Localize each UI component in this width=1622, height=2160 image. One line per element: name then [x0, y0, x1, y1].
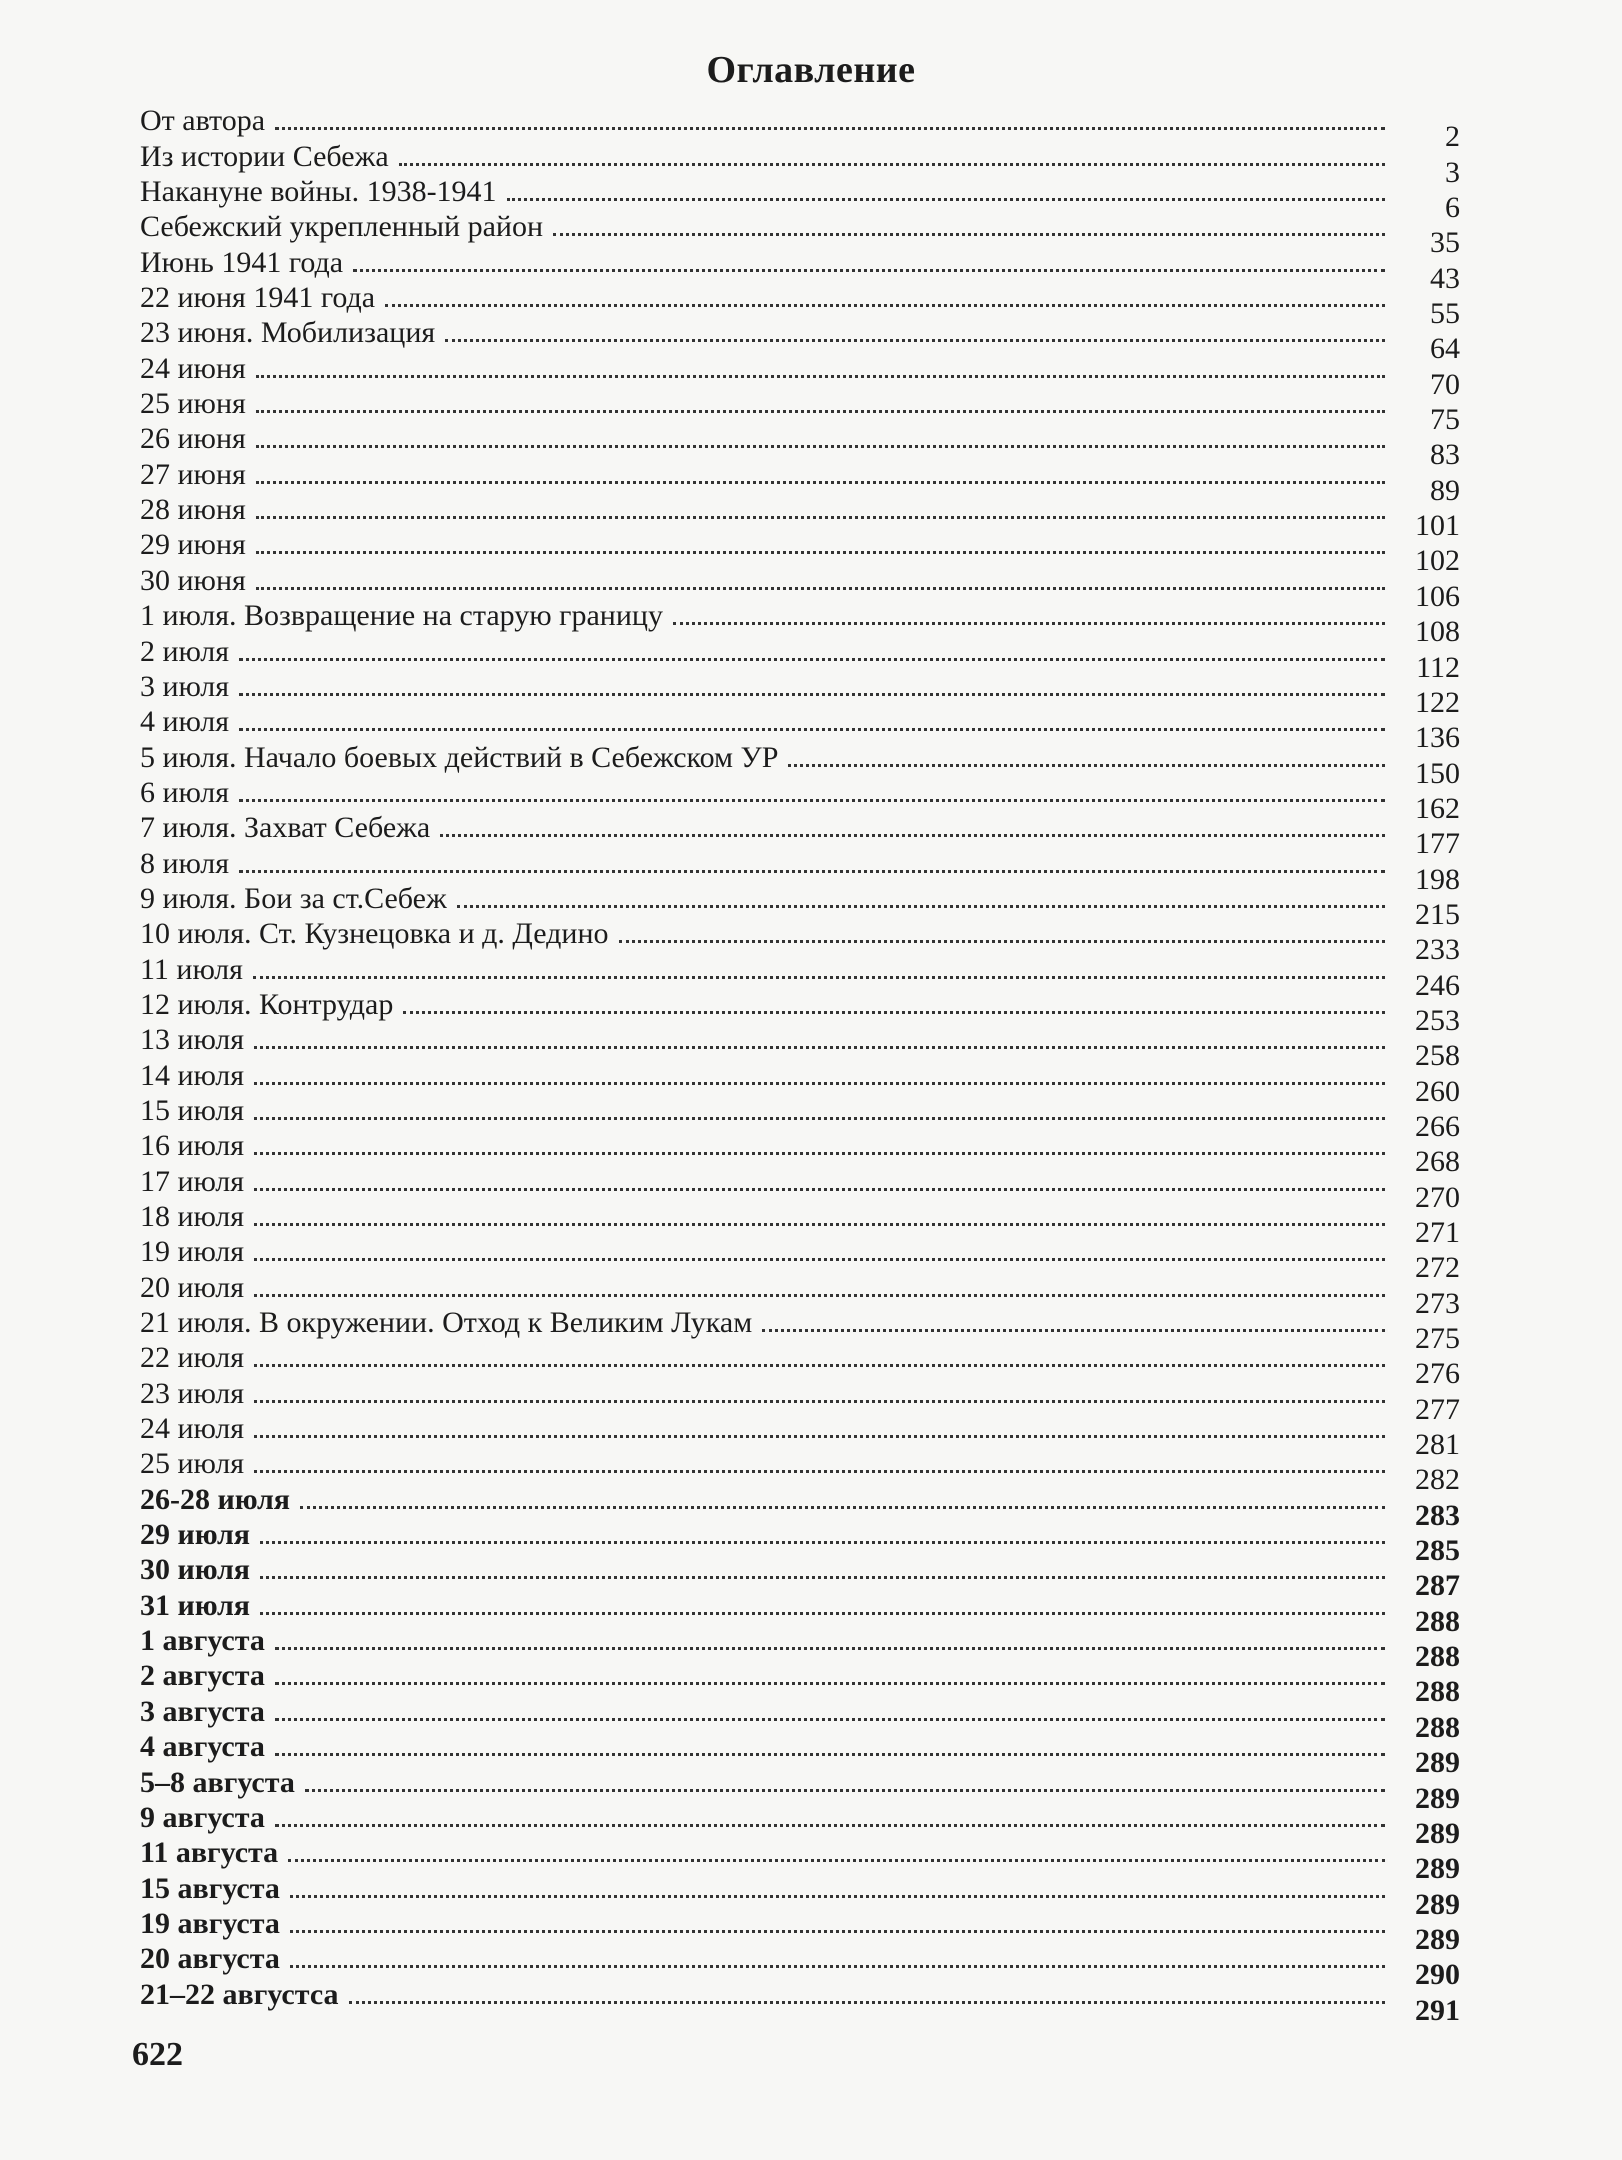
toc-entry-page: 288 [1415, 1604, 1460, 1638]
dot-leader [290, 1930, 1385, 1933]
toc-entry-page: 55 [1430, 297, 1460, 331]
toc-entry-page: 102 [1415, 544, 1460, 578]
toc-entry-label: 2 июля [140, 634, 229, 668]
toc-entry [140, 349, 1460, 401]
toc-entry [140, 632, 1460, 684]
dot-leader [403, 1011, 1385, 1014]
toc-entry [140, 526, 1460, 578]
toc-entry-page: 75 [1430, 403, 1460, 437]
toc-entry-page: 64 [1430, 332, 1460, 366]
dot-leader [275, 1753, 1385, 1756]
toc-entry-label: 13 июля [140, 1023, 244, 1057]
page-number: 622 [132, 2036, 183, 2073]
dot-leader [256, 551, 1385, 554]
toc-entry-page: 270 [1415, 1180, 1460, 1214]
toc-entry-label: 29 июля [140, 1518, 251, 1552]
toc-entry-label: Из истории Себежа [140, 139, 389, 173]
toc-entry [140, 1339, 1460, 1391]
toc-entry-label: 23 июня. Мобилизация [140, 316, 436, 350]
dot-leader [254, 1082, 1385, 1085]
dot-leader [290, 1965, 1385, 1968]
toc-entry-page: 198 [1415, 862, 1460, 896]
toc-entry [140, 279, 1460, 331]
toc-entry [140, 1304, 1460, 1356]
dot-leader [353, 269, 1385, 272]
toc-entry [140, 597, 1460, 649]
dot-leader [260, 1612, 1385, 1615]
toc-entry-page: 266 [1415, 1109, 1460, 1143]
dot-leader [253, 976, 1385, 979]
toc-entry-label: 21–22 августса [140, 1977, 339, 2011]
toc-entry-page: 101 [1415, 509, 1460, 543]
dot-leader [254, 1152, 1385, 1155]
toc-entry-page: 288 [1415, 1710, 1460, 1744]
toc-entry [140, 1622, 1460, 1674]
toc-entry [140, 1551, 1460, 1603]
toc-entry [140, 1869, 1460, 1921]
toc-entry [140, 1268, 1460, 1320]
toc-entry-page: 122 [1415, 685, 1460, 719]
toc-entry-page: 112 [1416, 650, 1460, 684]
toc-entry-label: 11 августа [140, 1836, 279, 1870]
toc-entry [140, 1410, 1460, 1462]
dot-leader [254, 1117, 1385, 1120]
toc-entry [140, 738, 1460, 790]
toc-entry [140, 880, 1460, 931]
toc-entry-page: 287 [1415, 1569, 1460, 1603]
toc-entry-label: 22 июля [140, 1341, 244, 1375]
toc-entry-page: 70 [1430, 367, 1460, 401]
toc-entry [140, 915, 1460, 967]
toc-entry [140, 455, 1460, 507]
toc-entry-page: 150 [1415, 756, 1460, 790]
page-title: Оглавление [706, 49, 916, 91]
dot-leader [254, 1258, 1385, 1261]
toc-entry [140, 1834, 1460, 1886]
dot-leader [300, 1506, 1385, 1509]
toc-entry-page: 288 [1415, 1640, 1460, 1674]
dot-leader [254, 1400, 1385, 1403]
toc-entry-label: 22 июня 1941 года [140, 281, 376, 315]
toc-entry [140, 1692, 1460, 1744]
toc-entry-page: 272 [1415, 1251, 1460, 1285]
toc-entry-page: 89 [1430, 473, 1460, 507]
dot-leader [239, 799, 1385, 802]
dot-leader [445, 339, 1385, 342]
dot-leader [256, 410, 1385, 413]
toc-entry [140, 1657, 1460, 1709]
dot-leader [457, 905, 1385, 908]
dot-leader [440, 834, 1385, 837]
toc-entry [140, 1162, 1460, 1214]
toc-entry-page: 281 [1415, 1428, 1460, 1462]
dot-leader [256, 587, 1385, 590]
toc-entry-page: 291 [1415, 1993, 1460, 2027]
toc-entry-page: 260 [1415, 1074, 1460, 1108]
toc-entry [140, 1092, 1460, 1143]
dot-leader [288, 1859, 1385, 1862]
dot-leader [673, 622, 1385, 625]
toc-entry-page: 289 [1415, 1746, 1460, 1780]
toc-entry [140, 173, 1460, 225]
toc-entry-page: 273 [1415, 1286, 1460, 1320]
toc-entry-label: 19 августа [140, 1906, 280, 1940]
dot-leader [239, 870, 1385, 873]
toc-entry-label: 10 июля. Ст. Кузнецовка и д. Дедино [140, 917, 609, 951]
toc-entry-page: 162 [1415, 791, 1460, 825]
toc-entry-page: 275 [1415, 1322, 1460, 1356]
toc-entry-label: 20 июля [140, 1270, 244, 1304]
toc-entry-label: 27 июня [140, 457, 246, 491]
toc-entry [140, 1480, 1460, 1532]
dot-leader [256, 481, 1385, 484]
toc-entry-page: 43 [1430, 261, 1460, 295]
toc-entry [140, 703, 1460, 755]
dot-leader [256, 375, 1385, 378]
toc-entry-label: 24 июля [140, 1412, 244, 1446]
toc-entry-label: 21 июля. В окружении. Отход к Великим Лукам [140, 1306, 753, 1340]
toc-entry [140, 1198, 1460, 1249]
toc-entry [140, 986, 1460, 1037]
toc-entry [140, 243, 1460, 295]
toc-entry [140, 102, 1460, 154]
dot-leader [239, 693, 1385, 696]
toc-entry-label: 5 июля. Начало боевых действий в Себежском УР [140, 740, 779, 774]
toc-entry-page: 289 [1415, 1781, 1460, 1815]
toc-entry-label: 14 июля [140, 1058, 244, 1092]
toc-entry-label: 24 июня [140, 351, 246, 385]
toc-entry-label: 3 июля [140, 669, 229, 703]
toc-entry-label: 4 августа [140, 1730, 265, 1764]
toc-entry [140, 1799, 1460, 1850]
toc-entry-page: 282 [1415, 1463, 1460, 1497]
toc-entry-label: 15 июля [140, 1093, 244, 1127]
toc-entry [140, 137, 1460, 189]
toc-entry-label: 16 июля [140, 1129, 244, 1163]
dot-leader [254, 1470, 1385, 1473]
toc-entry-label: 17 июля [140, 1164, 244, 1198]
toc-entry-page: 258 [1415, 1039, 1460, 1073]
toc-entry-label: 31 июля [140, 1588, 251, 1622]
toc-entry-label: 6 июля [140, 775, 229, 809]
toc-entry-page: 283 [1415, 1498, 1460, 1532]
toc-entry-label: 26 июня [140, 422, 246, 456]
toc-entry-label: 25 июня [140, 387, 246, 421]
toc-entry-page: 177 [1415, 827, 1460, 861]
toc-entry-page: 285 [1415, 1534, 1460, 1568]
toc-entry [140, 1374, 1460, 1426]
toc-entry-label: 28 июня [140, 493, 246, 527]
dot-leader [275, 1647, 1385, 1650]
toc-entry-label: 30 июля [140, 1553, 251, 1587]
toc-entry [140, 1975, 1460, 2027]
toc-entry [140, 314, 1460, 366]
dot-leader [254, 1435, 1385, 1438]
dot-leader [239, 728, 1385, 731]
dot-leader [762, 1329, 1385, 1332]
dot-leader [254, 1188, 1385, 1191]
toc-entry [140, 561, 1460, 613]
dot-leader [260, 1576, 1385, 1579]
toc-entry-page: 289 [1415, 1852, 1460, 1886]
toc-entry [140, 809, 1460, 861]
toc-entry-label: 18 июля [140, 1200, 244, 1233]
dot-leader [275, 1718, 1385, 1721]
toc-entry-label: 25 июля [140, 1447, 244, 1481]
toc-entry-label: 9 июля. Бои за ст.Себеж [140, 881, 447, 915]
toc-entry-label: 20 августа [140, 1942, 280, 1976]
toc-entry-page: 2 [1445, 120, 1460, 154]
toc-entry [140, 1233, 1460, 1285]
toc-entry [140, 420, 1460, 472]
toc-entry-label: Накануне войны. 1938-1941 [140, 175, 497, 209]
toc-entry-label: 15 августа [140, 1871, 280, 1905]
toc-entry-label: 2 августа [140, 1659, 265, 1693]
toc-entry [140, 1445, 1460, 1497]
toc-entry-page: 271 [1415, 1216, 1460, 1249]
dot-leader [254, 1223, 1385, 1226]
toc-entry-label: 12 июля. Контрудар [140, 987, 394, 1021]
toc-entry-page: 106 [1415, 579, 1460, 613]
toc-entry [140, 844, 1460, 896]
toc-entry [140, 1056, 1460, 1108]
toc-entry [140, 1905, 1460, 1956]
toc-entry-page: 233 [1415, 933, 1460, 967]
toc-entry-label: 1 июля. Возвращение на старую границу [140, 599, 663, 633]
toc-entry-label: 7 июля. Захват Себежа [140, 811, 431, 845]
dot-leader [290, 1895, 1385, 1898]
toc-entry-label: 30 июня [140, 563, 246, 597]
dot-leader [399, 163, 1385, 166]
toc-entry-page: 136 [1415, 721, 1460, 755]
toc-entry-page: 3 [1445, 155, 1460, 189]
toc-entry-label: 29 июня [140, 528, 246, 562]
toc-entry-label: 11 июля [140, 952, 243, 986]
toc-entry-label: 5–8 августа [140, 1765, 295, 1799]
toc-entry-label: 9 августа [140, 1800, 265, 1834]
toc-entry-label: 26-28 июля [140, 1482, 291, 1516]
dot-leader [788, 764, 1385, 767]
dot-leader [349, 2001, 1385, 2004]
toc-entry-page: 276 [1415, 1357, 1460, 1391]
dot-leader [256, 445, 1385, 448]
dot-leader [275, 127, 1385, 130]
toc-entry-label: От автора [140, 104, 266, 138]
toc-entry [140, 1021, 1460, 1073]
toc-entry-page: 6 [1445, 191, 1460, 225]
dot-leader [256, 516, 1385, 519]
toc-entry-page: 289 [1415, 1887, 1460, 1921]
toc-entry [140, 668, 1460, 719]
toc-entry-label: 8 июля [140, 846, 229, 880]
toc-entry [140, 950, 1460, 1002]
dot-leader [239, 658, 1385, 661]
toc-entry-page: 289 [1415, 1922, 1460, 1956]
toc-entry-label: Июнь 1941 года [140, 245, 344, 279]
dot-leader [275, 1682, 1385, 1685]
toc-entry [140, 1728, 1460, 1780]
toc-entry [140, 1763, 1460, 1815]
toc-entry-page: 83 [1430, 438, 1460, 472]
table-of-contents [140, 102, 1460, 2027]
toc-entry-label: 19 июля [140, 1235, 244, 1269]
toc-entry-page: 35 [1430, 226, 1460, 260]
toc-entry [140, 1127, 1460, 1179]
toc-entry-page: 108 [1415, 615, 1460, 649]
toc-entry-page: 268 [1415, 1145, 1460, 1179]
toc-entry-page: 246 [1415, 968, 1460, 1002]
dot-leader [507, 198, 1385, 201]
dot-leader [385, 304, 1385, 307]
toc-entry-page: 277 [1415, 1392, 1460, 1426]
toc-entry [140, 385, 1460, 437]
toc-entry-page: 290 [1415, 1958, 1460, 1992]
toc-entry-page: 253 [1415, 1003, 1460, 1037]
toc-entry [140, 1586, 1460, 1638]
dot-leader [305, 1789, 1385, 1792]
toc-entry-page: 288 [1415, 1675, 1460, 1709]
dot-leader [254, 1046, 1385, 1049]
toc-entry [140, 774, 1460, 825]
dot-leader [254, 1294, 1385, 1297]
toc-entry-label: 3 августа [140, 1694, 265, 1728]
toc-entry-label: Себежский укрепленный район [140, 210, 544, 244]
toc-entry [140, 491, 1460, 543]
dot-leader [553, 233, 1385, 236]
toc-entry-label: 1 августа [140, 1624, 265, 1658]
toc-entry-label: 4 июля [140, 705, 229, 739]
dot-leader [254, 1364, 1385, 1367]
dot-leader [619, 940, 1385, 943]
toc-entry-label: 23 июля [140, 1376, 244, 1410]
toc-entry [140, 208, 1460, 260]
toc-entry [140, 1516, 1460, 1568]
dot-leader [260, 1541, 1385, 1544]
dot-leader [275, 1824, 1385, 1827]
toc-entry-page: 289 [1415, 1816, 1460, 1850]
toc-entry-page: 215 [1415, 897, 1460, 931]
toc-entry [140, 1940, 1460, 1992]
